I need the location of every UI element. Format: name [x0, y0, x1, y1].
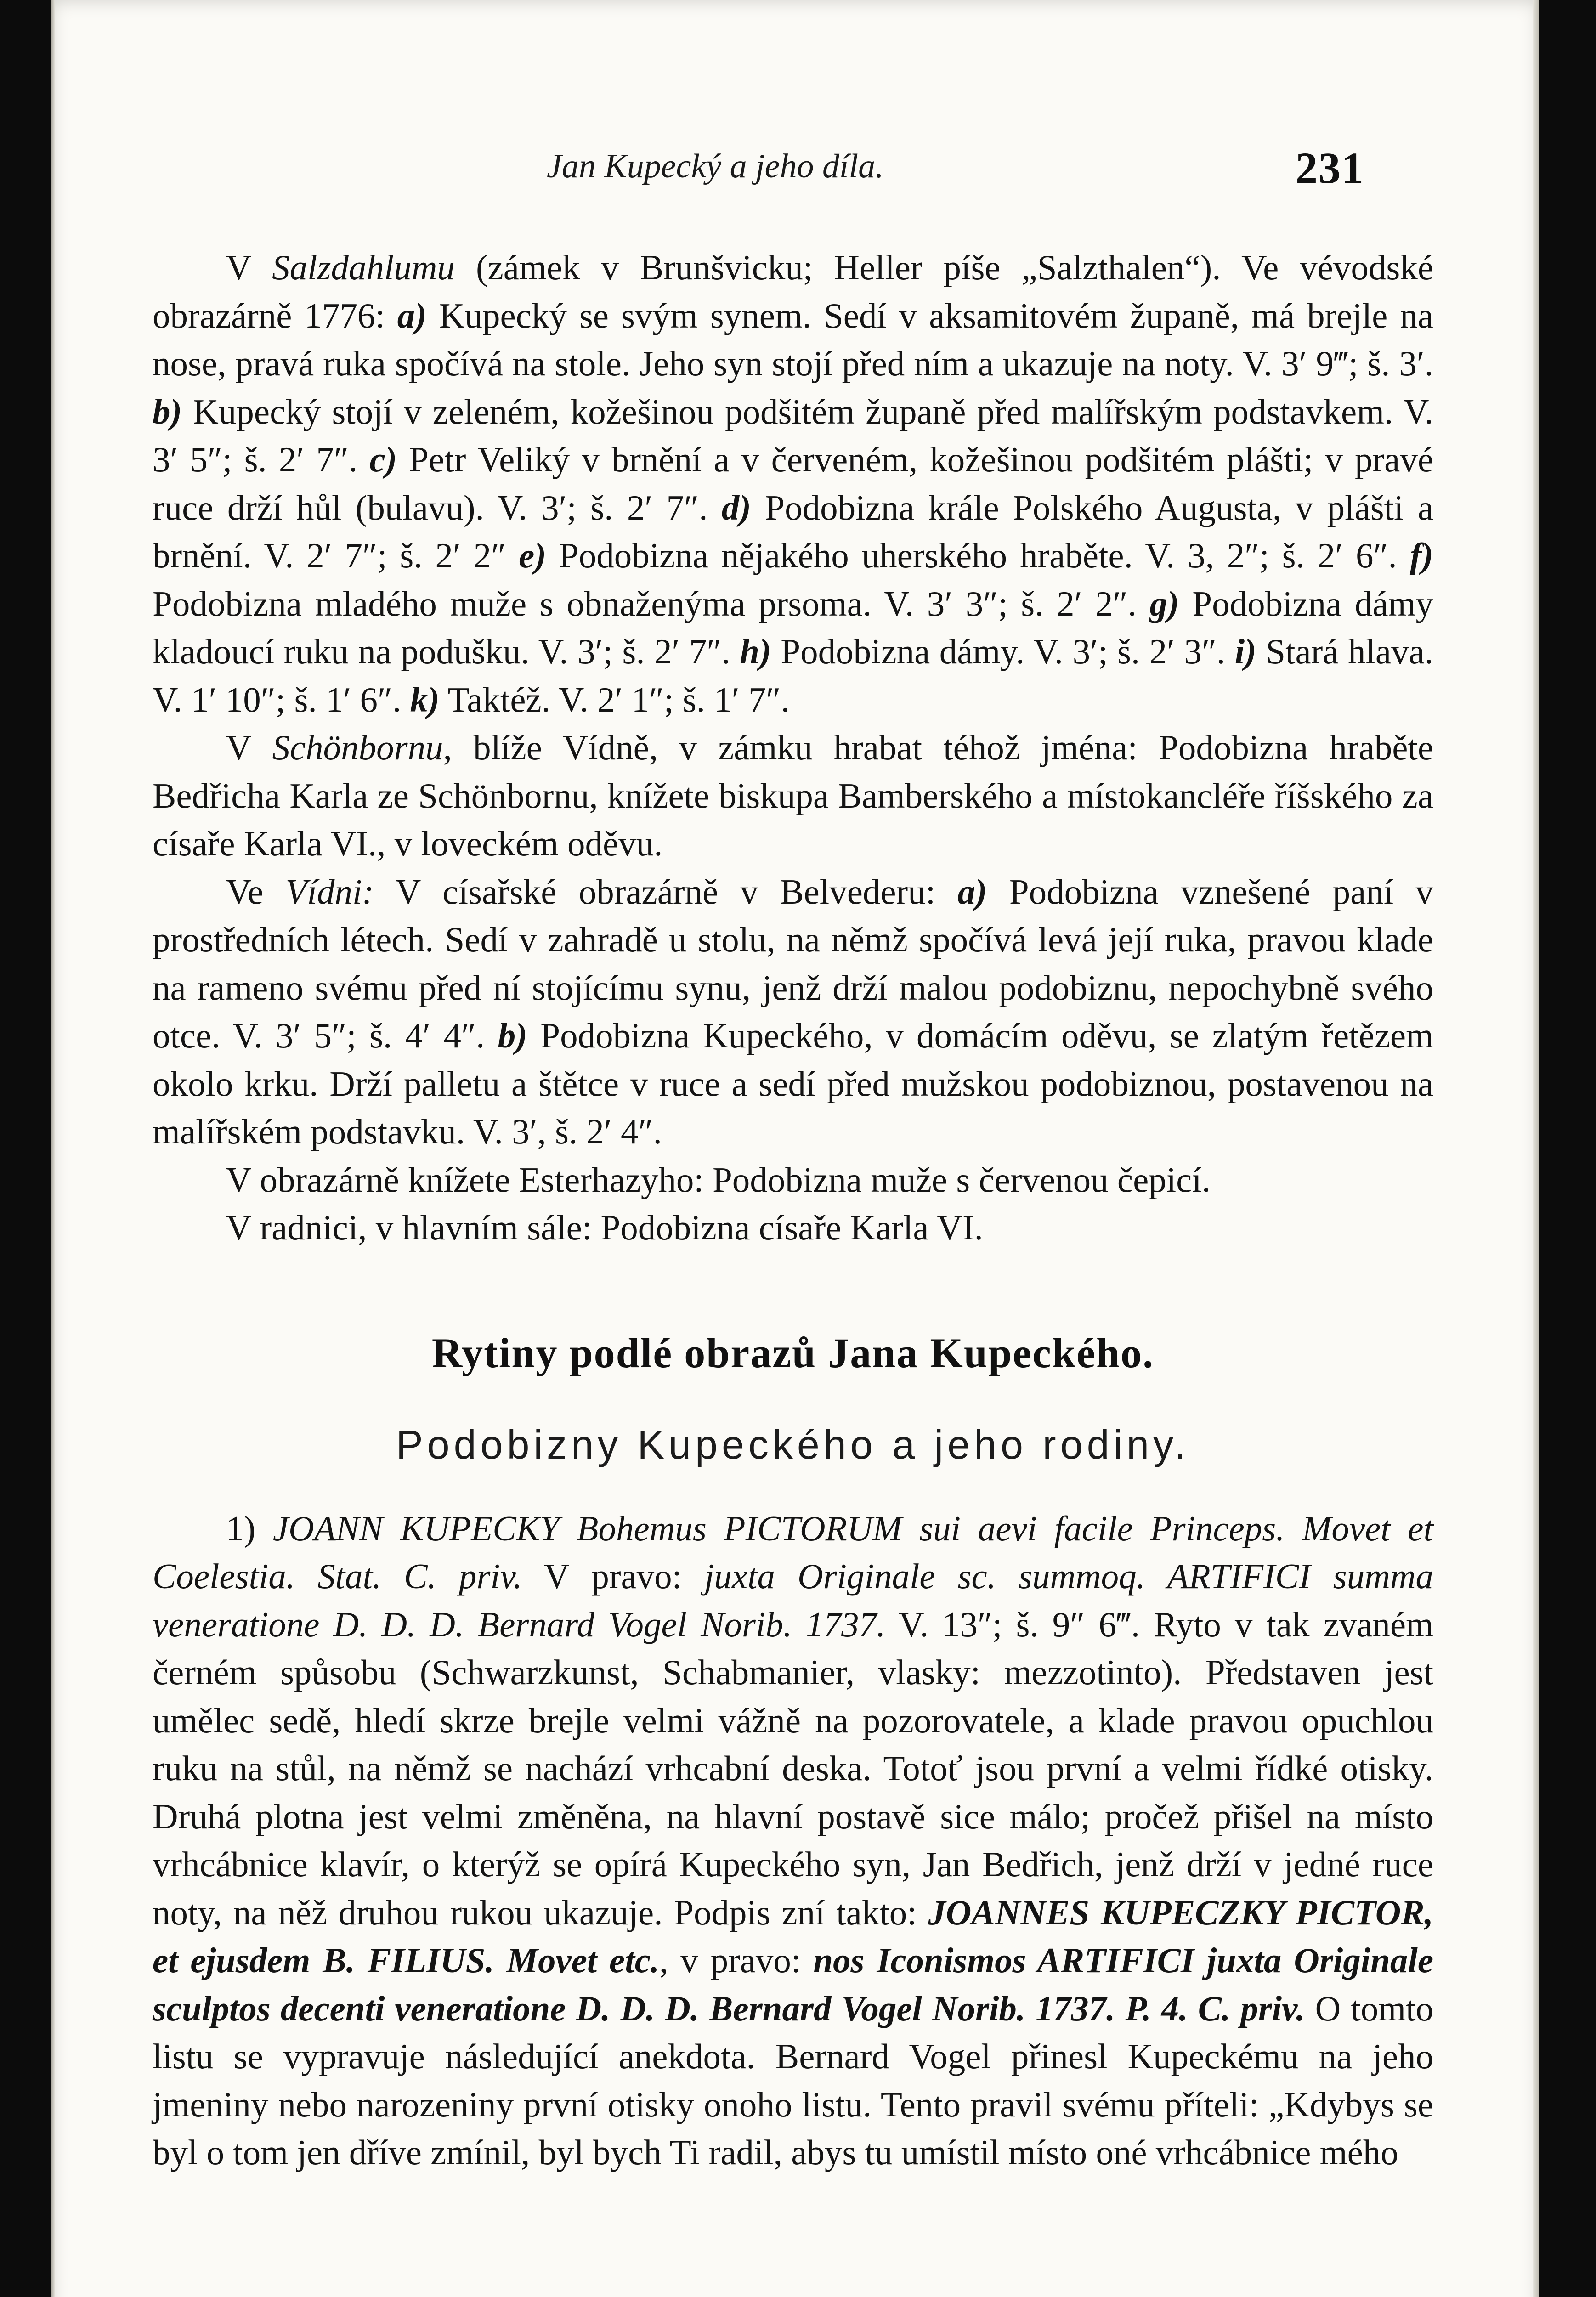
text-run: , blíže Vídně, v zámku hrabat téhož jména: Podobizna hraběte Bedřicha Karla ze Schönbornu, knížete biskupa Bamberského a místokancléře říšského za císaře Karla VI., v loveckém oděvu.: [153, 728, 1433, 863]
paragraph-town-hall: V radnici, v hlavním sále: Podobizna císaře Karla VI.: [226, 1208, 983, 1247]
text-run: Podobizna krále Polského Augusta, v plášti a brnění. V. 2′ 7″; š. 2′ 2″: [153, 487, 1433, 575]
text-run: V. 13″; š. 9″ 6‴. Ryto v tak zvaném černém spůsobu (Schwarzkunst, Schabmanier, vlasky: mezzotinto). Představen jest umělec sedě, hledí skrze brejle velmi vážně na pozorovatele, a klade pravou opuchlou ruku na stůl, na němž se nachází vrhcabní deska. Totoť jsou první a velmi řídké otisky. Druhá plotna jest velmi změněna, na hlavní postavě sice málo; pročež přišel na místo vrhcábnice klavír, o kterýž se opírá Kupeckého syn, Jan Bedřich, jenž drží v jedné ruce noty, na něž druhou rukou ukazuje. Podpis zní takto:: [153, 1604, 1433, 1932]
item-letter: g): [1149, 583, 1179, 623]
inscription: juxta Originale sc. summoq. ARTIFICI summa veneratione D. D. D. Bernard Vogel Norib. 1737.: [153, 1556, 1433, 1644]
entry-number: 1): [226, 1508, 273, 1548]
place-name: Salzdahlumu: [272, 248, 455, 287]
page-edge-left: [51, 0, 55, 2297]
text-run: Kupecký stojí v zeleném, kožešinou podšitém županě před malířským podstavkem. V. 3′ 5″; š. 2′ 7″.: [153, 391, 1433, 479]
item-letter: a): [957, 871, 987, 911]
item-letter: a): [397, 295, 427, 335]
text-run: V: [226, 728, 272, 767]
text-run: Stará hlava. V. 1′ 10″; š. 1′ 6″.: [153, 632, 1433, 719]
inscription: JOANN KUPECKY Bohemus PICTORUM sui aevi facile Princeps. Movet et Coelestia. Stat. C. priv.: [153, 1508, 1433, 1596]
item-letter: h): [740, 632, 771, 671]
item-letter: k): [410, 679, 440, 719]
item-letter: c): [369, 440, 397, 479]
page-number: 231: [1296, 143, 1364, 192]
inscription: nos Iconismos ARTIFICI juxta Originale sculptos decenti veneratione D. D. D. Bernard Vogel Norib. 1737. P. 4. C. priv.: [153, 1941, 1433, 2028]
text-run: Podobizna Kupeckého, v domácím oděvu, se zlatým řetězem okolo krku. Drží palletu a štětce v ruce a sedí před mužskou podobiznou, postavenou na malířském podstavku. V. 3′, š. 2′ 4″.: [153, 1016, 1433, 1151]
running-header-title: Jan Kupecký a jeho díla.: [547, 147, 884, 185]
item-letter: i): [1234, 632, 1256, 671]
text-run: Podobizna mladého muže s obnaženýma prsoma. V. 3′ 3″; š. 2′ 2″.: [153, 583, 1150, 623]
body-text: [153, 243, 1433, 2177]
page-edge-right: [1533, 0, 1539, 2297]
text-run: Ve: [226, 871, 286, 911]
text-run: V pravo:: [522, 1556, 705, 1596]
running-header: [51, 138, 1539, 202]
paragraph-schoenborn: [153, 724, 1433, 868]
text-run: Podobizna dámy. V. 3′; š. 2′ 3″.: [771, 632, 1235, 671]
text-run: , v pravo:: [659, 1941, 814, 1980]
text-run: Podobizna nějakého uherského hraběte. V. 3, 2″; š. 2′ 6″.: [546, 536, 1410, 575]
paragraph-esterhazy: V obrazárně knížete Esterhazyho: Podobizna muže s červenou čepicí.: [226, 1160, 1211, 1199]
place-name: Vídni:: [285, 871, 374, 911]
text-run: Petr Veliký v brnění a v červeném, kožešinou podšitém plášti; v pravé ruce drží hůl (bulavu). V. 3′; š. 2′ 7″.: [153, 440, 1434, 527]
item-letter: d): [721, 487, 751, 527]
text-run: V: [226, 248, 272, 287]
text-run: V císařské obrazárně v Belvederu:: [374, 871, 958, 911]
paragraph-vienna: [153, 868, 1433, 1156]
place-name: Schönbornu: [272, 728, 443, 767]
section-heading: Rytiny podlé obrazů Jana Kupeckého.: [431, 1329, 1155, 1376]
text-run: Podobizna vznešené paní v prostředních létech. Sedí v zahradě u stolu, na němž spočívá levá její ruka, pravou klade na rameno svému před ní stojícímu synu, jenž drží malou podobiznu, nepochybně svého otce. V. 3′ 5″; š. 4′ 4″.: [153, 871, 1434, 1055]
item-letter: b): [498, 1016, 527, 1055]
text-run: Kupecký se svým synem. Sedí v aksamitovém županě, má brejle na nose, pravá ruka spočívá na stole. Jeho syn stojí před ním a ukazuje na noty. V. 3′ 9‴; š. 3′.: [153, 295, 1433, 383]
paragraph-salzdahlum: [153, 243, 1433, 724]
item-letter: e): [519, 536, 546, 575]
text-run: (zámek v Brunšvicku; Heller píše „Salzthalen“). Ve vévodské obrazárně 1776:: [153, 248, 1434, 335]
text-run: O tomto listu se vypravuje následující anekdota. Bernard Vogel přinesl Kupeckému na jeho jmeniny nebo narozeniny první otisky onoho listu. Tento pravil svému příteli: „Kdybys se byl o tom jen dříve zmínil, byl bych Ti radil, abys tu umístil místo oné vrhcábnice mého: [153, 1988, 1433, 2172]
text-run: Podobizna dámy kladoucí ruku na podušku. V. 3′; š. 2′ 7″.: [153, 583, 1433, 671]
book-page: [51, 0, 1539, 2297]
inscription: JOANNES KUPECZKY PICTOR, et ejusdem B. FILIUS. Movet etc.: [153, 1892, 1433, 1980]
sub-heading: Podobizny Kupeckého a jeho rodiny.: [396, 1421, 1190, 1467]
paragraph-engraving-1: [153, 1505, 1433, 2177]
text-run: Taktéž. V. 2′ 1″; š. 1′ 7″.: [439, 679, 790, 719]
item-letter: f): [1409, 536, 1433, 575]
item-letter: b): [153, 391, 182, 431]
